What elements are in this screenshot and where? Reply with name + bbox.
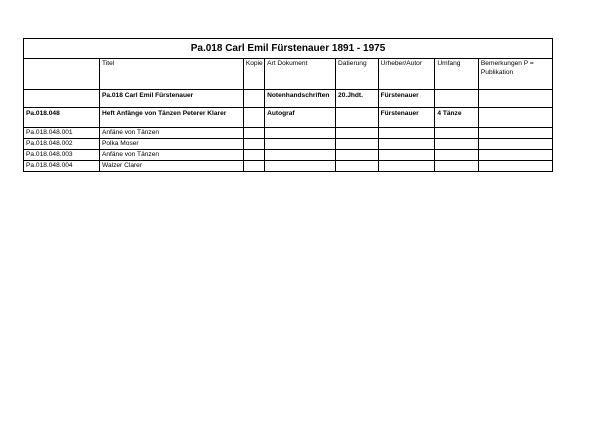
page-title: Pa.018 Carl Emil Fürstenauer 1891 - 1975 xyxy=(24,39,553,59)
header-row xyxy=(24,59,553,90)
cell-titel: Pa.018 Carl Emil Fürstenauer xyxy=(99,90,243,108)
cell-datierung xyxy=(336,108,379,128)
cell-signatur: Pa.018.048.001 xyxy=(24,128,100,139)
cell-signatur: Pa.018.048.002 xyxy=(24,139,100,150)
cell-umfang: 4 Tänze xyxy=(435,108,479,128)
cell-art-dokument xyxy=(265,150,336,161)
table-row xyxy=(24,161,553,172)
header-art-dokument: Art Dokument xyxy=(265,59,336,90)
cell-signatur xyxy=(24,90,100,108)
cell-datierung xyxy=(336,128,379,139)
cell-umfang xyxy=(435,150,479,161)
cell-bemerkungen xyxy=(478,139,552,150)
cell-kopie xyxy=(243,90,264,108)
table-row xyxy=(24,150,553,161)
cell-urheber: Fürstenauer xyxy=(378,108,435,128)
header-umfang: Umfang xyxy=(435,59,479,90)
cell-art-dokument xyxy=(265,139,336,150)
header-urheber: Urheber/Autor xyxy=(378,59,435,90)
table-row xyxy=(24,128,553,139)
cell-datierung xyxy=(336,161,379,172)
cell-urheber: Fürstenauer xyxy=(378,90,435,108)
header-kopie: Kopie xyxy=(243,59,264,90)
cell-kopie xyxy=(243,139,264,150)
cell-urheber xyxy=(378,161,435,172)
cell-art-dokument xyxy=(265,161,336,172)
cell-bemerkungen xyxy=(478,128,552,139)
header-titel: Titel xyxy=(99,59,243,90)
cell-titel: Anfäne von Tänzen xyxy=(99,128,243,139)
cell-kopie xyxy=(243,150,264,161)
cell-umfang xyxy=(435,139,479,150)
inventory-sheet xyxy=(23,38,553,172)
cell-art-dokument: Notenhandschriften xyxy=(265,90,336,108)
cell-bemerkungen xyxy=(478,150,552,161)
cell-bemerkungen xyxy=(478,108,552,128)
header-datierung: Datierung xyxy=(336,59,379,90)
cell-urheber xyxy=(378,150,435,161)
cell-titel: Heft Anfänge von Tänzen Peterer Klarer xyxy=(99,108,243,128)
cell-art-dokument xyxy=(265,128,336,139)
cell-signatur: Pa.018.048.003 xyxy=(24,150,100,161)
header-signatur xyxy=(24,59,100,90)
cell-titel: Anfäne von Tänzen xyxy=(99,150,243,161)
cell-kopie xyxy=(243,161,264,172)
cell-umfang xyxy=(435,128,479,139)
cell-datierung xyxy=(336,150,379,161)
cell-titel: Polka Moser xyxy=(99,139,243,150)
cell-datierung xyxy=(336,139,379,150)
cell-umfang xyxy=(435,90,479,108)
cell-bemerkungen xyxy=(478,161,552,172)
cell-kopie xyxy=(243,128,264,139)
cell-titel: Walzer Clarer xyxy=(99,161,243,172)
cell-art-dokument: Autograf xyxy=(265,108,336,128)
title-row xyxy=(24,39,553,59)
cell-urheber xyxy=(378,139,435,150)
cell-kopie xyxy=(243,108,264,128)
cell-signatur: Pa.018.048 xyxy=(24,108,100,128)
cell-urheber xyxy=(378,128,435,139)
collection-row xyxy=(24,90,553,108)
table-row xyxy=(24,139,553,150)
file-row xyxy=(24,108,553,128)
header-bemerkungen: Bemerkungen P = Publikation xyxy=(478,59,552,90)
cell-bemerkungen xyxy=(478,90,552,108)
inventory-table xyxy=(23,38,553,172)
cell-umfang xyxy=(435,161,479,172)
cell-signatur: Pa.018.048.004 xyxy=(24,161,100,172)
cell-datierung: 20.Jhdt. xyxy=(336,90,379,108)
